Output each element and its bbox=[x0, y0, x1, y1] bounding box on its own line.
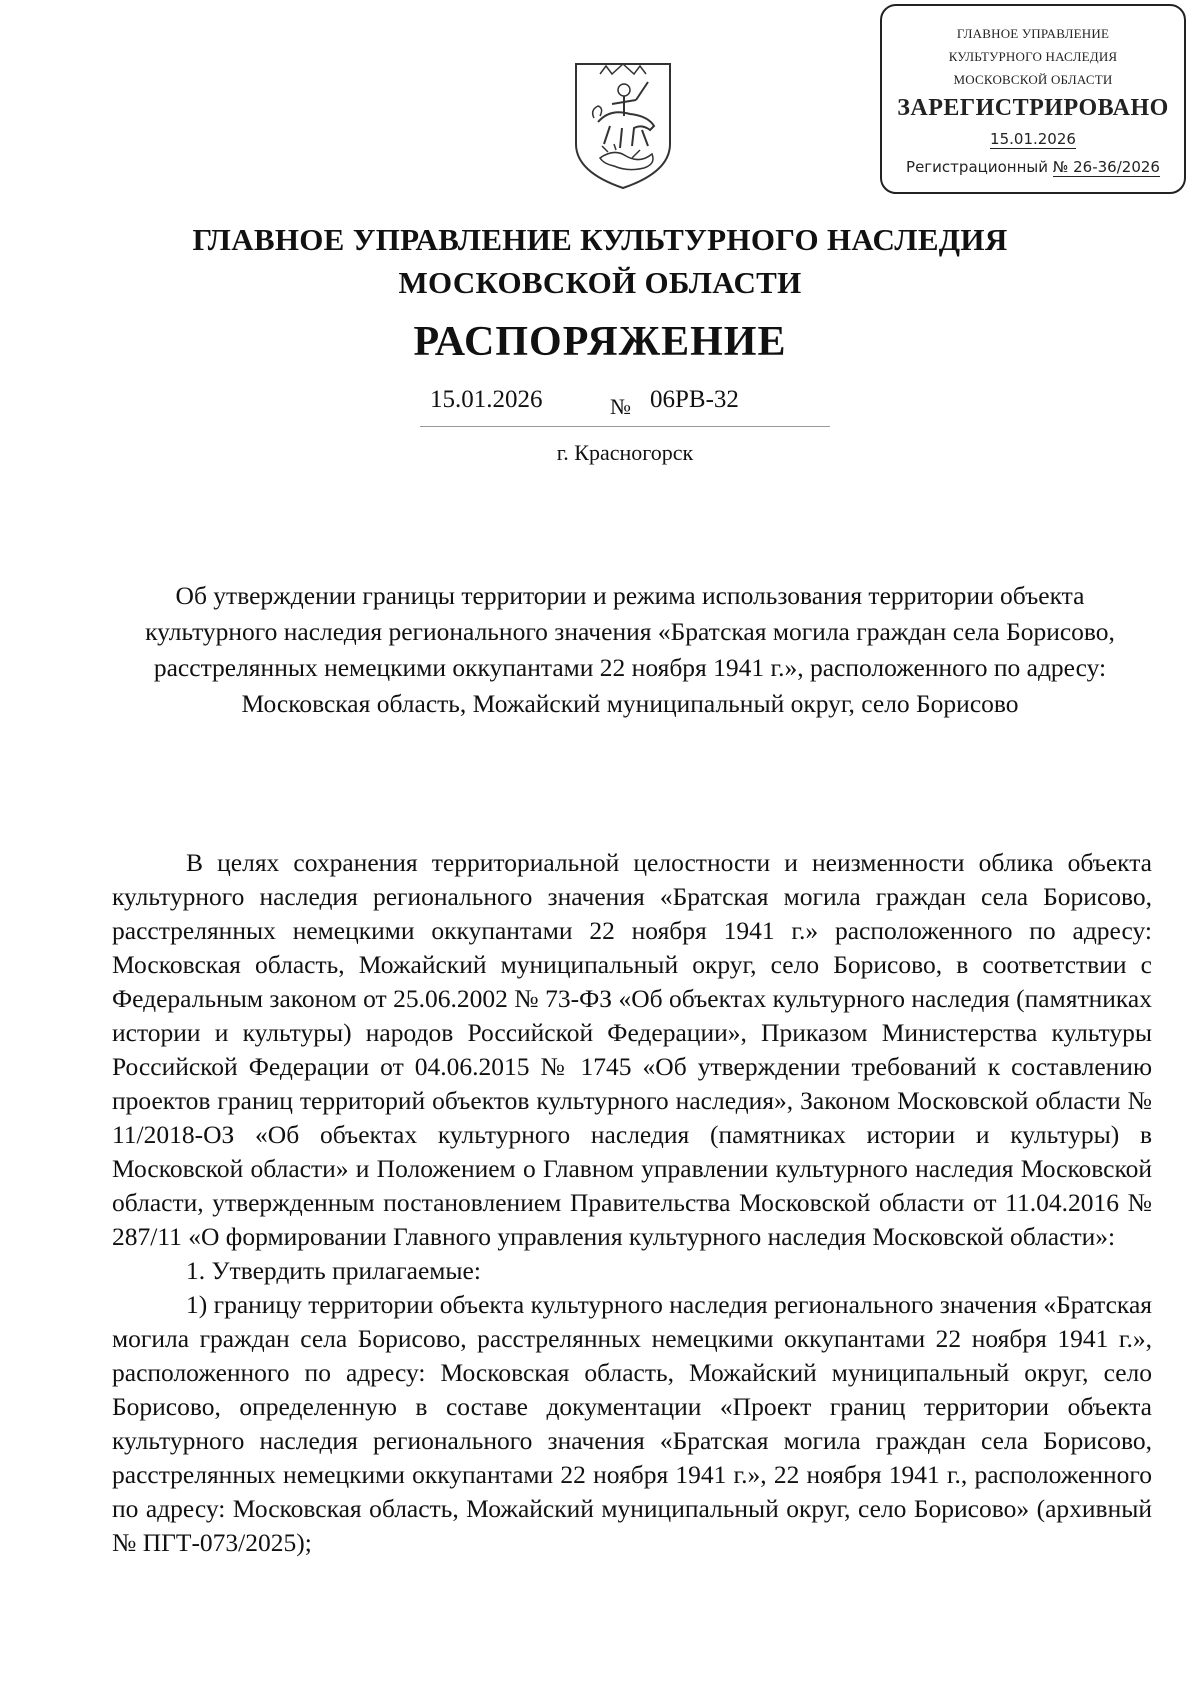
organization-title: ГЛАВНОЕ УПРАВЛЕНИЕ КУЛЬТУРНОГО НАСЛЕДИЯ МОСКОВСКОЙ ОБЛАСТИ bbox=[192, 222, 1008, 300]
body-paragraph-2: 1. Утвердить прилагаемые: bbox=[186, 1256, 481, 1285]
stamp-registration-number: Регистрационный № 26-36/2026 bbox=[906, 158, 1160, 176]
document-date-number bbox=[420, 386, 830, 427]
stamp-status: ЗАРЕГИСТРИРОВАНО bbox=[897, 95, 1169, 121]
stamp-date: 15.01.2026 bbox=[990, 130, 1076, 148]
document-type: РАСПОРЯЖЕНИЕ bbox=[413, 319, 787, 365]
coat-of-arms-icon bbox=[570, 60, 676, 192]
stamp-organization: ГЛАВНОЕ УПРАВЛЕНИЕ КУЛЬТУРНОГО НАСЛЕДИЯ МОСКОВСКОЙ ОБЛАСТИ bbox=[948, 26, 1118, 87]
registration-stamp bbox=[880, 4, 1186, 194]
city: г. Красногорск bbox=[556, 440, 694, 465]
number-sign: № bbox=[610, 394, 631, 419]
document-subject: Об утверждении границы территории и режима использования территории объекта культурного наследия регионального значения «Братская могила граждан села Борисово, расстрелянных немецкими оккупантами 22 ноября 1941 г.», расположенного по адресу: Московская область, Можайский муниципальный округ, село Борисово bbox=[145, 581, 1115, 718]
body-paragraph-1: В целях сохранения территориальной целостности и неизменности облика объекта культурного наследия регионального значения «Братская могила граждан села Борисово, расстрелянных немецкими оккупантами 22 ноября 1941 г.» расположенного по адресу: Московская область, Можайский муниципальный округ, село Борисово, в соответствии с Федеральным законом от 25.06.2002 № 73-ФЗ «Об объектах культурного наследия (памятниках истории и культуры) народов Российской Федерации», Приказом Министерства культуры Российской Федерации от 04.06.2015 № 1745 «Об утверждении требований к составлению проектов границ территорий объектов культурного наследия», Законом Московской области № 11/2018-ОЗ «Об объектах культурного наследия (памятниках истории и культуры) в Московской области» и Положением о Главном управлении культурного наследия Московской области, утвержденным постановлением Правительства Московской области от 11.04.2016 № 287/11 «О формировании Главного управления культурного наследия Московской области»: bbox=[112, 848, 1152, 1251]
document-body bbox=[112, 846, 1152, 1560]
document-number: 06РВ-32 bbox=[650, 386, 739, 413]
document-date: 15.01.2026 bbox=[430, 386, 543, 413]
body-paragraph-3: 1) границу территории объекта культурного наследия регионального значения «Братская могила граждан села Борисово, расстрелянных немецкими оккупантами 22 ноября 1941 г.», расположенного по адресу: Московская область, Можайский муниципальный округ, село Борисово, определенную в составе документации «Проект границ территории объекта культурного наследия регионального значения «Братская могила граждан села Борисово, расстрелянных немецкими оккупантами 22 ноября 1941 г.», 22 ноября 1941 г., расположенного по адресу: Московская область, Можайский муниципальный округ, село Борисово» (архивный № ПГТ-073/2025); bbox=[112, 1290, 1152, 1557]
